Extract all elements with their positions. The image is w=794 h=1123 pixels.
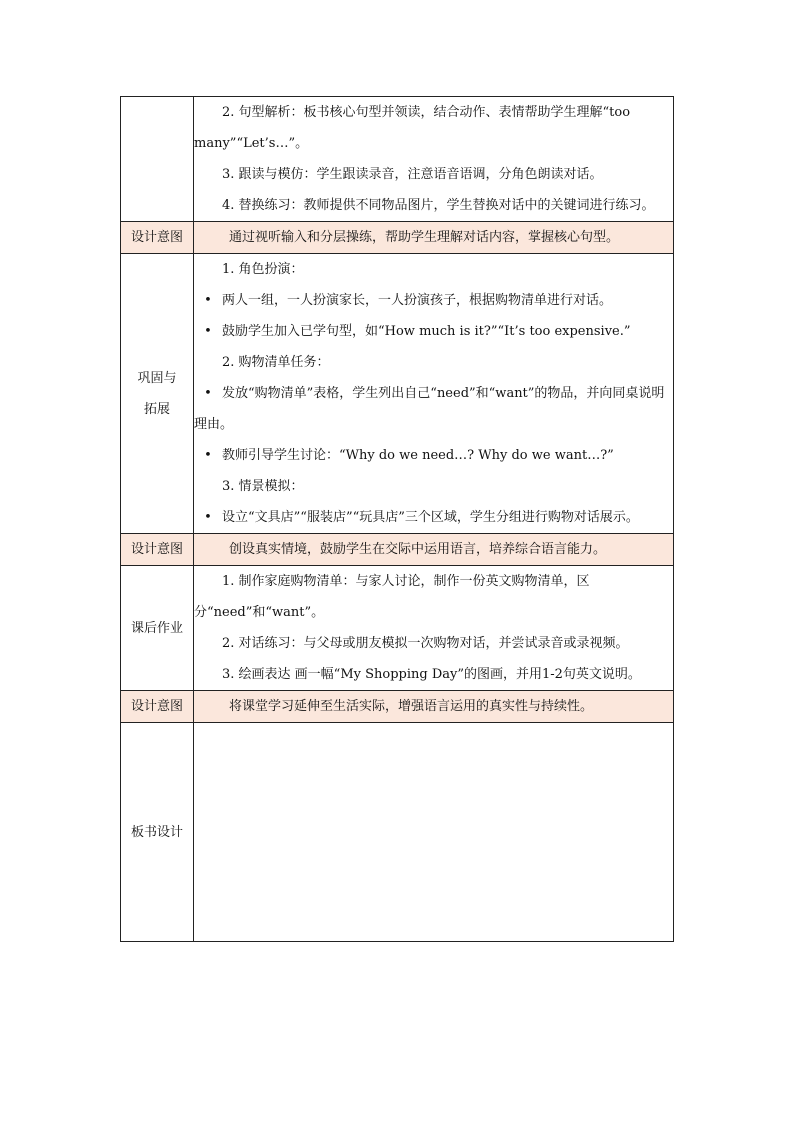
bullet-icon: • (204, 448, 212, 463)
row-label (121, 97, 194, 222)
bullet-icon: • (204, 386, 212, 401)
homework-line: 3. 绘画表达 画一幅“My Shopping Day”的图画，并用1-2句英文说明。 (222, 667, 641, 682)
bullet-text: 发放“购物清单”表格，学生列出自己“need”和“want”的物品，并向同桌说明理由。 (194, 386, 665, 432)
row-procedure (121, 97, 674, 222)
row-homework (121, 566, 674, 691)
procedure-line: 2. 句型解析：板书核心句型并领读，结合动作、表情帮助学生理解“too many”“Let’s…”。 (194, 105, 631, 151)
bullet-text: 两人一组，一人扮演家长，一人扮演孩子，根据购物清单进行对话。 (222, 293, 613, 308)
activity-heading: 1. 角色扮演： (222, 262, 304, 277)
row-label: 设计意图 (121, 691, 194, 723)
row-design-intent (121, 222, 674, 254)
row-label (121, 254, 194, 534)
bullet-text: 设立“文具店”“服装店”“玩具店”三个区域，学生分组进行购物对话展示。 (222, 510, 639, 525)
bullet-text: 教师引导学生讨论：“Why do we need…? Why do we want…?” (222, 448, 614, 463)
homework-line: 1. 制作家庭购物清单：与家人讨论，制作一份英文购物清单，区分“need”和“want”。 (194, 574, 590, 620)
row-content (194, 97, 674, 222)
activity-bullet (194, 502, 673, 533)
row-content (194, 254, 674, 534)
bullet-text: 鼓励学生加入已学句型，如“How much is it?”“It’s too expensive.” (222, 324, 631, 339)
bullet-icon: • (204, 510, 212, 525)
design-intent-text: 创设真实情境，鼓励学生在交际中运用语言，培养综合语言能力。 (194, 534, 674, 566)
row-design-intent (121, 534, 674, 566)
bullet-icon: • (204, 293, 212, 308)
activity-heading: 3. 情景模拟： (222, 479, 304, 494)
activity-heading: 2. 购物清单任务： (222, 355, 330, 370)
row-board-design (121, 723, 674, 942)
activity-bullet (194, 378, 673, 440)
row-design-intent (121, 691, 674, 723)
row-content (194, 566, 674, 691)
bullet-icon: • (204, 324, 212, 339)
procedure-line: 4. 替换练习：教师提供不同物品图片，学生替换对话中的关键词进行练习。 (222, 198, 655, 213)
homework-line: 2. 对话练习：与父母或朋友模拟一次购物对话，并尝试录音或录视频。 (222, 636, 629, 651)
row-label-text: 巩固与拓展 (137, 370, 177, 417)
row-label: 板书设计 (121, 723, 194, 942)
row-label: 设计意图 (121, 534, 194, 566)
activity-bullet (194, 440, 673, 471)
row-label: 课后作业 (121, 566, 194, 691)
board-design-area (194, 723, 674, 942)
row-consolidation (121, 254, 674, 534)
design-intent-text: 将课堂学习延伸至生活实际，增强语言运用的真实性与持续性。 (194, 691, 674, 723)
lesson-plan-table (120, 96, 674, 942)
procedure-line: 3. 跟读与模仿：学生跟读录音，注意语音语调，分角色朗读对话。 (222, 167, 603, 182)
activity-bullet (194, 285, 673, 316)
design-intent-text: 通过视听输入和分层操练，帮助学生理解对话内容，掌握核心句型。 (194, 222, 674, 254)
row-label: 设计意图 (121, 222, 194, 254)
activity-bullet (194, 316, 673, 347)
